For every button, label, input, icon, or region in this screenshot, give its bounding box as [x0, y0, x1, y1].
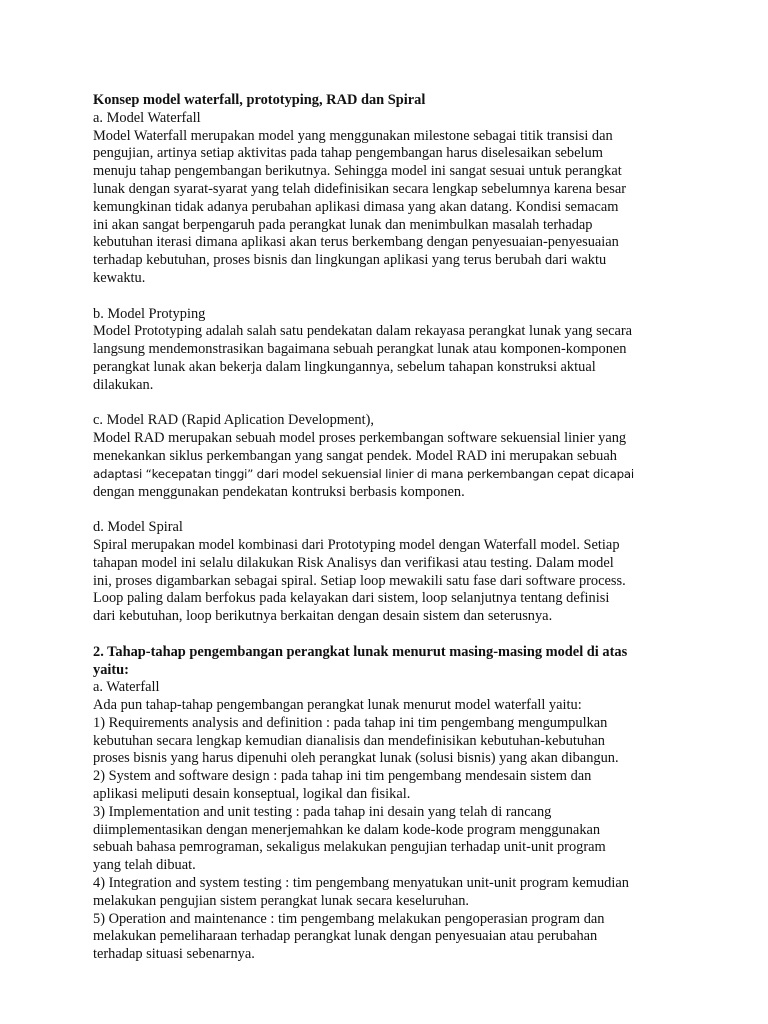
text-line: dengan menggunakan pendekatan kontruksi berbasis komponen.: [93, 483, 465, 500]
text-line: Spiral merupakan model kombinasi dari Prototyping model dengan Waterfall model. Setiap: [93, 536, 620, 553]
section-heading: a. Model Waterfall: [93, 109, 201, 126]
paragraph-gap: [93, 501, 683, 519]
paragraph-gap: [93, 395, 683, 413]
text-line: menuju tahap pengembangan berikutnya. Sehingga model ini sangat sesuai untuk perangkat: [93, 163, 622, 180]
text-line: ini, proses digambarkan sebagai spiral. Setiap loop mewakili satu fase dari software process.: [93, 572, 626, 589]
text-line: lunak dengan syarat-syarat yang telah didefinisikan secara lengkap sebelumnya karena besar: [93, 180, 627, 197]
paragraph-gap: [93, 626, 683, 644]
text-line: 2) System and software design : pada tahap ini tim pengembang mendesain sistem dan: [93, 768, 592, 785]
paragraph-gap: [93, 288, 683, 306]
text-line: dari kebutuhan, loop berikutnya berkaitan dengan desain sistem dan seterusnya.: [93, 608, 553, 625]
text-line: tahapan model ini selalu dilakukan Risk Analisys dan verifikasi atau testing. Dalam model: [93, 554, 614, 571]
text-line: proses bisnis yang harus dipenuhi oleh perangkat lunak (solusi bisnis) yang akan dibangun.: [93, 750, 619, 767]
text-line: yang telah dibuat.: [93, 857, 196, 874]
text-line: kebutuhan secara lengkap kemudian dianalisis dan mendefinisikan kebutuhan-kebutuhan: [93, 732, 605, 749]
text-line-alt-font: adaptasi “kecepatan tinggi” dari model sekuensial linier di mana perkembangan cepat dicapai: [93, 466, 634, 481]
heading-line: 2. Tahap-tahap pengembangan perangkat lunak menurut masing-masing model di atas: [93, 643, 628, 660]
section-heading: b. Model Protyping: [93, 305, 206, 322]
text-line: dilakukan.: [93, 376, 154, 393]
section-2: [93, 644, 683, 964]
text-line: Ada pun tahap-tahap pengembangan perangkat lunak menurut model waterfall yaitu:: [93, 697, 582, 714]
text-line: Loop paling dalam berfokus pada kelayakan dari sistem, loop selanjutnya tentang definisi: [93, 590, 610, 607]
text-line: langsung mendemonstrasikan bagaimana sebuah perangkat lunak atau komponen-komponen: [93, 341, 627, 358]
text-line: sebuah bahasa pemrograman, sekaligus melakukan pengujian terhadap unit-unit program: [93, 839, 606, 856]
text-line: melakukan pemeliharaan terhadap perangkat lunak dengan penyesuaian atau perubahan: [93, 928, 598, 945]
text-line: Model Waterfall merupakan model yang menggunakan milestone sebagai titik transisi dan: [93, 127, 613, 144]
section-prototyping: [93, 306, 683, 395]
document-title: Konsep model waterfall, prototyping, RAD dan Spiral: [93, 92, 426, 108]
section-2-heading: [93, 644, 683, 680]
text-line: kemungkinan tidak adanya perubahan aplikasi dimasa yang akan datang. Kondisi semacam: [93, 198, 619, 215]
section-rad: [93, 412, 683, 501]
text-line: aplikasi meliputi desain konseptual, logikal dan fisikal.: [93, 786, 411, 803]
text-line: 4) Integration and system testing : tim pengembang menyatukan unit-unit program kemudian: [93, 875, 629, 892]
text-line: terhadap kebutuhan, proses bisnis dan lingkungan aplikasi yang terus berubah dari waktu: [93, 252, 607, 269]
section-heading: d. Model Spiral: [93, 519, 183, 536]
section-spiral: [93, 519, 683, 626]
document-page: [93, 92, 683, 964]
text-line: Model RAD merupakan sebuah model proses perkembangan software sekuensial linier yang: [93, 430, 627, 447]
text-line: pengujian, artinya setiap aktivitas pada tahap pengembangan harus diselesaikan sebelum: [93, 145, 603, 162]
text-line: 3) Implementation and unit testing : pada tahap ini desain yang telah di rancang: [93, 803, 552, 820]
text-line: 5) Operation and maintenance : tim pengembang melakukan pengoperasian program dan: [93, 910, 605, 927]
text-line: perangkat lunak akan bekerja dalam lingkungannya, sebelum tahapan konstruksi aktual: [93, 358, 596, 375]
text-line: ini akan sangat berpengaruh pada perangkat lunak dan menimbulkan masalah terhadap: [93, 216, 593, 233]
text-line: terhadap situasi sebenarnya.: [93, 946, 255, 963]
text-line: melakukan pengujian sistem perangkat lunak secara keseluruhan.: [93, 892, 470, 909]
text-line: kewaktu.: [93, 269, 146, 286]
text-line: menekankan siklus perkembangan yang sangat pendek. Model RAD ini merupakan sebuah: [93, 447, 617, 464]
heading-line: yaitu:: [93, 661, 129, 678]
text-line: Model Prototyping adalah salah satu pendekatan dalam rekayasa perangkat lunak yang secara: [93, 323, 633, 340]
section-waterfall: [93, 110, 683, 288]
section-heading: c. Model RAD (Rapid Aplication Development),: [93, 412, 374, 429]
text-line: 1) Requirements analysis and definition : pada tahap ini tim pengembang mengumpulkan: [93, 714, 608, 731]
section-subheading: a. Waterfall: [93, 679, 160, 696]
text-line: diimplementasikan dengan menerjemahkan ke dalam kode-kode program menggunakan: [93, 821, 601, 838]
text-line: kebutuhan iterasi dimana aplikasi akan terus berkembang dengan penyesuaian-penyesuaian: [93, 234, 619, 251]
